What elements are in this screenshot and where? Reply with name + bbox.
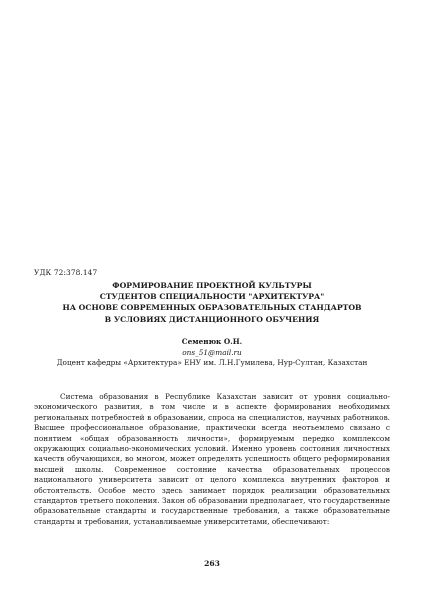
title-line: ФОРМИРОВАНИЕ ПРОЕКТНОЙ КУЛЬТУРЫ	[112, 281, 312, 290]
author-block	[28, 337, 396, 369]
author-name: Семенюк О.Н.	[181, 337, 243, 346]
title-line: В УСЛОВИЯХ ДИСТАНЦИОННОГО ОБУЧЕНИЯ	[104, 314, 320, 324]
author-email: ons_51@mail.ru	[182, 347, 242, 357]
article-title	[28, 280, 396, 325]
title-line: СТУДЕНТОВ СПЕЦИАЛЬНОСТИ "АРХИТЕКТУРА"	[99, 292, 325, 302]
title-line: НА ОСНОВЕ СОВРЕМЕННЫХ ОБРАЗОВАТЕЛЬНЫХ СТАНДАРТОВ	[62, 303, 362, 313]
page-number: 263	[204, 559, 220, 568]
author-affiliation: Доцент кафедры «Архитектура» ЕНУ им. Л.Н.Гумилева, Нур-Султан, Казахстан	[56, 358, 368, 368]
body-paragraph: Система образования в Республике Казахстан зависит от уровня социально-экономического развития, в том числе и в аспекте формирования необходимых региональных потребностей в образовании, спроса на специалистов, научных работников. Высшее профессиональное образование, практически всегда неотъемлемо связано с понятием «общая образованность личности», формируемым передко комплексом окружающих социально-экономических условий. Именно уровень состояния личностных качеств обучающихся, во многом, может определять успешность общего реформирования высшей школы. Современное состояние качества образовательных процессов национального университета зависит от целого комплекса внутренних факторов и обстоятельств. Особое место здесь занимает порядок реализации образовательных стандартов третьего поколения. Закон об образовании предполагает, что государственные образовательные стандарты и государственные требования, а также образовательные стандарты и требования, устанавливаемые университетами, обеспечивают:	[34, 392, 390, 526]
article-body	[34, 392, 390, 527]
udc-code: УДК 72:378.147	[34, 268, 98, 277]
